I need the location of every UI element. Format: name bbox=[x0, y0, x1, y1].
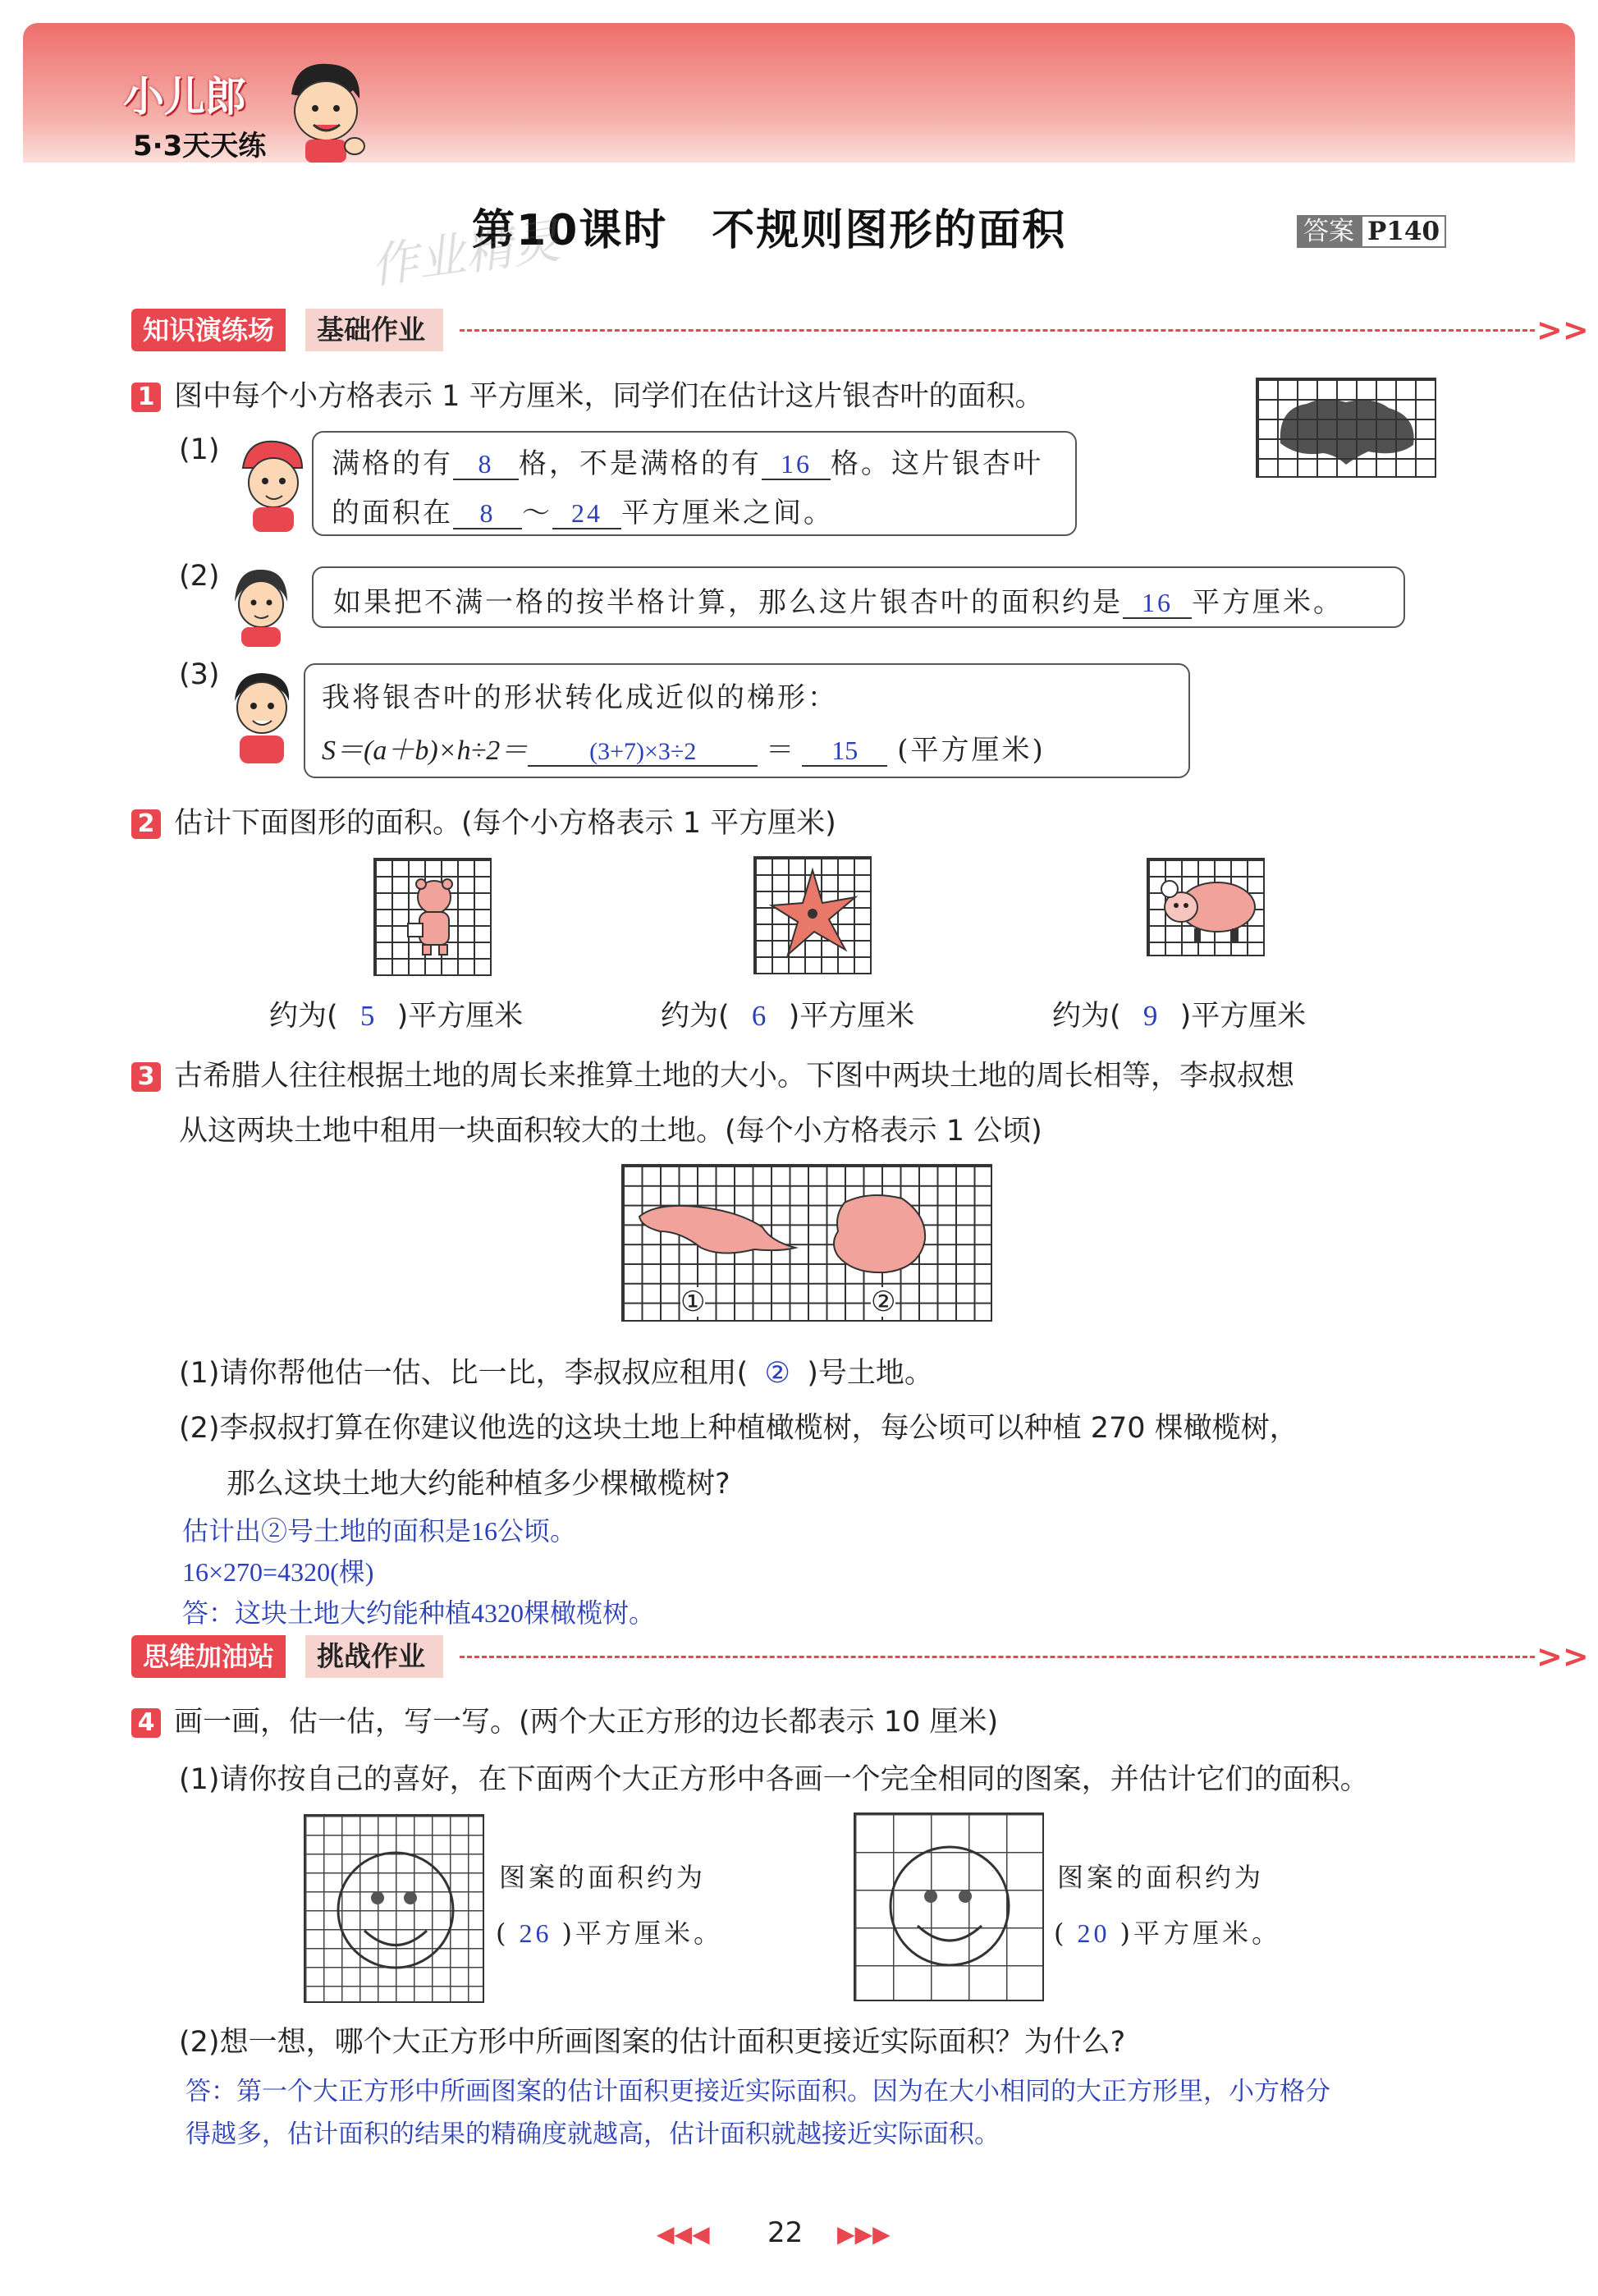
brand-series: 5·3天天练 bbox=[133, 130, 267, 163]
question-text-line1: 古希腊人往往根据土地的周长来推算土地的大小。下图中两块土地的周长相等，李叔叔想 bbox=[174, 1060, 1295, 1093]
q1-part2-label: (2) bbox=[179, 560, 220, 593]
q1-p3-text: 我将银杏叶的形状转化成近似的梯形： bbox=[322, 681, 838, 714]
answer-partial-squares: 16 bbox=[762, 450, 831, 480]
answer-reference bbox=[1297, 210, 1446, 247]
answer-land-choice: ② bbox=[764, 1357, 790, 1389]
left-area-answer: ( 26 )平方厘米。 bbox=[496, 1918, 723, 1949]
answer-sheep: 9 bbox=[1142, 1000, 1158, 1032]
unit-text: 平方厘米。 bbox=[575, 1918, 723, 1949]
question-3 bbox=[131, 1053, 1294, 1094]
answer-prefix: 约为( bbox=[1052, 1000, 1121, 1033]
right-area-answer: ( 20 )平方厘米。 bbox=[1054, 1918, 1281, 1949]
q4-solution-1: 答：第一个大正方形中所画图案的估计面积更接近实际面积。因为在大小相同的大正方形里，小方格分 bbox=[185, 2077, 1330, 2106]
answer-min-area: 8 bbox=[453, 499, 522, 529]
q1-part3-label: (3) bbox=[179, 658, 220, 691]
page-number: 22 bbox=[767, 2216, 804, 2249]
q1-text-e: ～ bbox=[522, 497, 552, 529]
q1-text-b: 格，不是满格的有 bbox=[519, 447, 762, 480]
q1-text-c: 格。这片银杏叶 bbox=[831, 447, 1043, 480]
brand-logo: 小儿郎 bbox=[123, 73, 246, 121]
q4-part2: (2)想一想，哪个大正方形中所画图案的估计面积更接近实际面积？为什么? bbox=[179, 2026, 1126, 2059]
girl-cap-icon bbox=[235, 435, 309, 534]
page-title: 第10课时 不规则图形的面积 bbox=[472, 206, 1067, 255]
sheep-answer bbox=[1052, 993, 1306, 1034]
question-2 bbox=[131, 800, 836, 841]
q1-part1-label: (1) bbox=[179, 433, 220, 466]
question-4 bbox=[131, 1699, 998, 1740]
flower-answer bbox=[661, 993, 914, 1034]
question-text: 估计下面图形的面积。(每个小方格表示 1 平方厘米) bbox=[174, 807, 836, 840]
question-number: 4 bbox=[131, 1708, 161, 1738]
girl-icon bbox=[228, 565, 294, 647]
question-number: 1 bbox=[131, 383, 161, 412]
q1-p2-text-b: 平方厘米。 bbox=[1192, 586, 1344, 619]
answer-bear: 5 bbox=[359, 1000, 375, 1032]
land-label-1: ① bbox=[680, 1285, 706, 1318]
q4-part1: (1)请你按自己的喜好，在下面两个大正方形中各画一个完全相同的图案，并估计它们的面积。 bbox=[179, 1763, 1369, 1796]
q1-part1-bubble bbox=[312, 431, 1077, 536]
mascot-boy-icon bbox=[279, 57, 369, 164]
ginkgo-leaf-grid bbox=[1256, 378, 1436, 478]
q1-p2-text-a: 如果把不满一格的按半格计算，那么这片银杏叶的面积约是 bbox=[333, 586, 1123, 619]
q3-solution-3: 答：这块土地大约能种植4320棵橄榄树。 bbox=[182, 1598, 656, 1628]
answer-prefix: 约为( bbox=[661, 1000, 730, 1033]
q3-solution-1: 估计出②号土地的面积是16公顷。 bbox=[182, 1516, 577, 1546]
q1-text-a: 满格的有 bbox=[332, 447, 453, 480]
section-challenge bbox=[131, 1635, 1589, 1678]
q3-part2-line2: 那么这块土地大约能种植多少棵橄榄树? bbox=[227, 1468, 730, 1501]
question-text: 图中每个小方格表示 1 平方厘米，同学们在估计这片银杏叶的面积。 bbox=[174, 380, 1044, 413]
q3-solution-2: 16×270=4320(棵) bbox=[182, 1557, 374, 1587]
bear-answer bbox=[269, 993, 523, 1034]
question-number: 3 bbox=[131, 1062, 161, 1092]
q1-part3-bubble bbox=[304, 663, 1190, 778]
unit-text: 平方厘米。 bbox=[1133, 1918, 1281, 1949]
next-page-arrows-icon: ▶▶▶ bbox=[837, 2220, 891, 2248]
section-name: 挑战作业 bbox=[305, 1635, 443, 1678]
unit-label: (平方厘米) bbox=[897, 734, 1046, 767]
section-tag: 思维加油站 bbox=[131, 1635, 286, 1678]
equals-sign: ＝ bbox=[766, 736, 794, 766]
answer-half-method: 16 bbox=[1123, 589, 1192, 619]
q4-solution-2: 得越多，估计面积的结果的精确度就越高，估计面积就越接近实际面积。 bbox=[185, 2120, 1000, 2148]
answer-left-area: 26 bbox=[519, 1918, 552, 1948]
question-1 bbox=[131, 374, 1044, 415]
smiley-fine-grid bbox=[304, 1814, 484, 2003]
watermark: 作业精灵 bbox=[367, 213, 564, 295]
answer-trapezoid-area: 15 bbox=[802, 736, 887, 767]
q3-part1 bbox=[179, 1350, 933, 1391]
answer-prefix: 约为( bbox=[269, 1000, 338, 1033]
smiley-coarse-grid bbox=[854, 1813, 1044, 2001]
land-label-2: ② bbox=[871, 1285, 896, 1318]
section-name: 基础作业 bbox=[305, 309, 443, 351]
land-grid bbox=[621, 1164, 992, 1322]
right-area-label: 图案的面积约为 bbox=[1057, 1862, 1265, 1893]
flower-grid bbox=[753, 856, 872, 974]
question-text: 画一画，估一估，写一写。(两个大正方形的边长都表示 10 厘米) bbox=[174, 1706, 999, 1739]
answer-max-area: 24 bbox=[552, 499, 621, 529]
section-basic bbox=[131, 309, 1589, 351]
answer-suffix: )平方厘米 bbox=[396, 1000, 524, 1033]
q3-p1-text-a: (1)请你帮他估一估、比一比，李叔叔应租用( bbox=[179, 1357, 749, 1390]
trapezoid-formula: S＝(a＋b)×h÷2＝ bbox=[322, 736, 529, 766]
answer-tag: 答案 bbox=[1297, 215, 1361, 248]
question-number: 2 bbox=[131, 809, 161, 839]
bear-grid bbox=[373, 858, 492, 976]
boy-icon bbox=[227, 667, 297, 765]
prev-page-arrows-icon: ◀◀◀ bbox=[657, 2220, 710, 2248]
answer-flower: 6 bbox=[751, 1000, 767, 1032]
q3-p1-text-b: )号土地。 bbox=[807, 1357, 933, 1390]
question-3-line2: 从这两块土地中租用一块面积较大的土地。(每个小方格表示 1 公顷) bbox=[179, 1115, 1042, 1148]
q1-part2-bubble bbox=[312, 566, 1405, 628]
answer-full-squares: 8 bbox=[453, 450, 519, 480]
answer-expression: (3+7)×3÷2 bbox=[528, 738, 758, 767]
sheep-grid bbox=[1147, 858, 1265, 956]
section-tag: 知识演练场 bbox=[131, 309, 286, 351]
answer-suffix: )平方厘米 bbox=[1179, 1000, 1307, 1033]
q1-text-f: 平方厘米之间。 bbox=[621, 497, 834, 529]
q1-text-d: 的面积在 bbox=[332, 497, 453, 529]
chevron-right-icon: >> bbox=[1536, 1638, 1589, 1675]
answer-suffix: )平方厘米 bbox=[788, 1000, 915, 1033]
answer-page: P140 bbox=[1361, 215, 1446, 248]
left-area-label: 图案的面积约为 bbox=[499, 1862, 707, 1893]
q3-part2: (2)李叔叔打算在你建议他选的这块土地上种植橄榄树，每公顷可以种植 270 棵橄榄树， bbox=[179, 1412, 1298, 1445]
answer-right-area: 20 bbox=[1077, 1918, 1110, 1948]
chevron-right-icon: >> bbox=[1536, 312, 1589, 348]
